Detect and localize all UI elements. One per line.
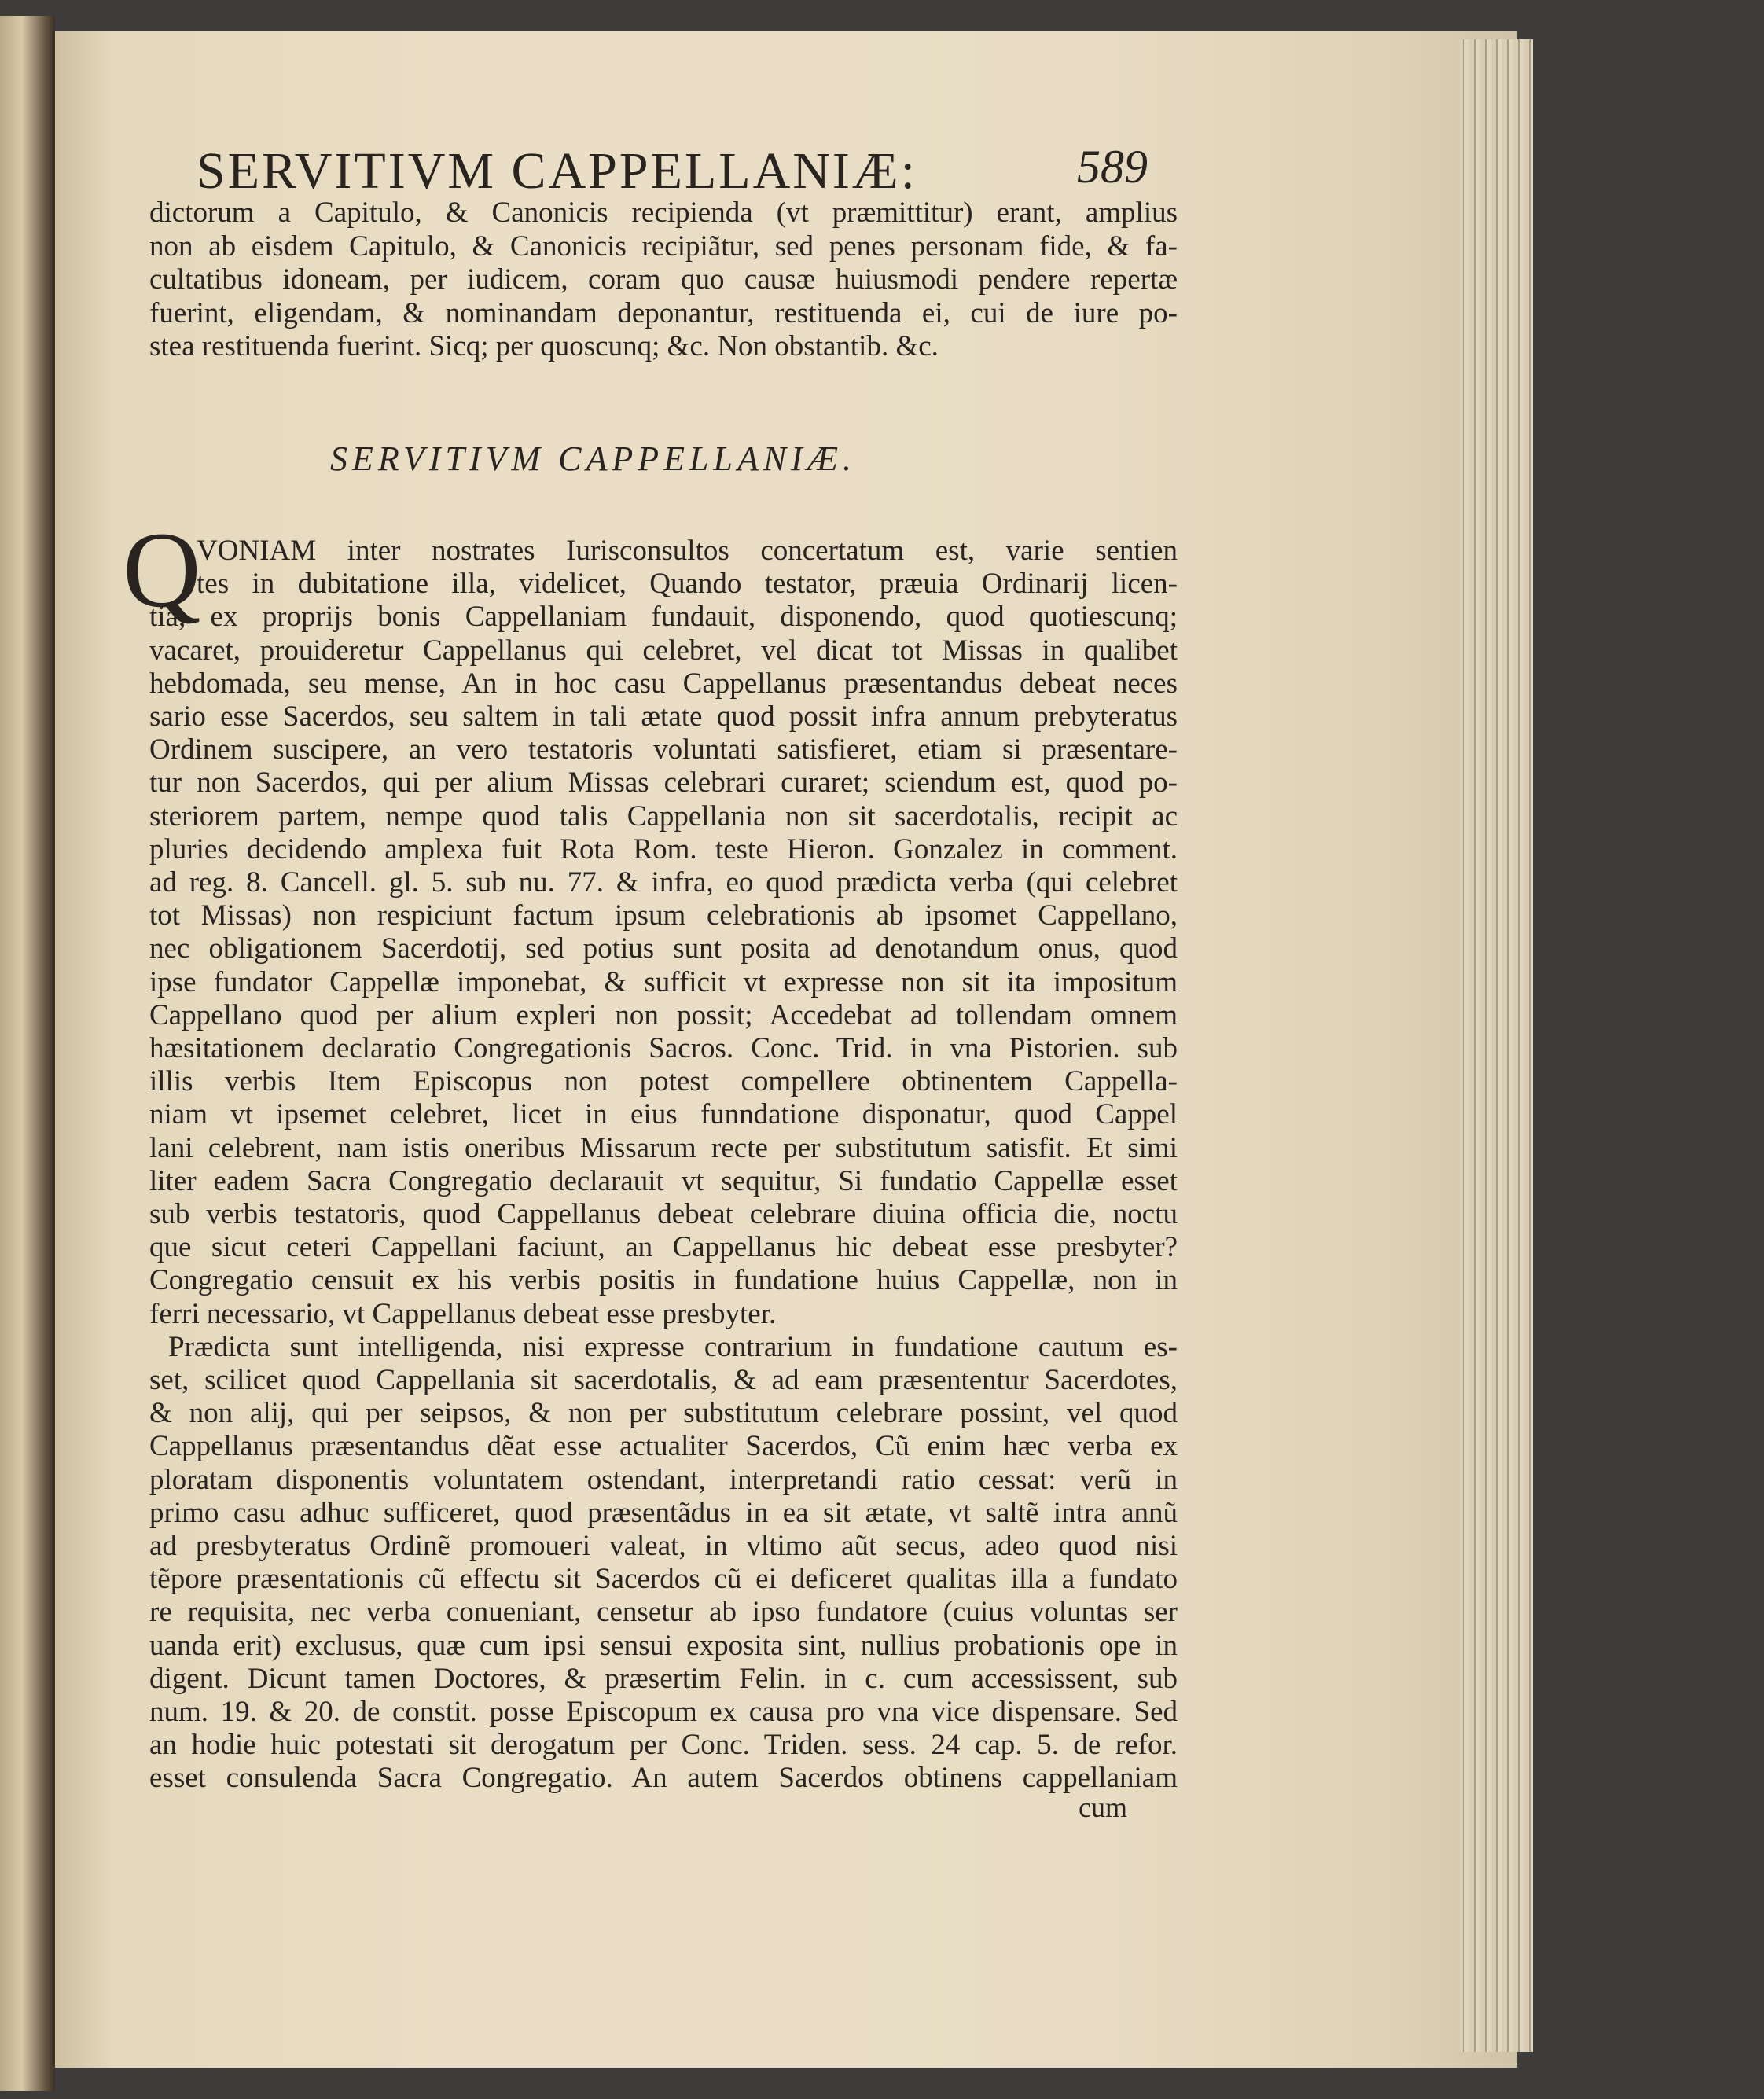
drop-cap: Q — [123, 509, 201, 630]
page-number: 589 — [1077, 141, 1148, 193]
text-line: Prædicta sunt intelligenda, nisi expresse contrarium in fundatione cautum es- — [168, 1330, 1178, 1363]
page-edges — [1458, 39, 1533, 2052]
text-line: Ordinem suscipere, an vero testatoris voluntati satisfieret, etiam si præsentare- — [149, 733, 1178, 766]
text-line: set, scilicet quod Cappellania sit sacerdotalis, & ad eam præsententur Sacerdotes, — [149, 1364, 1178, 1396]
text-line: tur non Sacerdos, qui per alium Missas celebrari curaret; sciendum est, quod po- — [149, 766, 1178, 800]
text-line: stea restituenda fuerint. Sicq; per quoscunq; &c. Non obstantib. &c. — [149, 330, 939, 362]
text-line: ipse fundator Cappellæ imponebat, & sufficit vt expresse non sit ita impositum — [149, 965, 1178, 998]
text-line: Cappellano quod per alium expleri non possit; Accedebat ad tollendam omnem — [149, 998, 1178, 1031]
text-line: an hodie huic potestati sit derogatum per Conc. Triden. sess. 24 cap. 5. de refor. — [149, 1729, 1178, 1762]
text-line: esset consulenda Sacra Congregatio. An autem Sacerdos obtinens cappellaniam — [149, 1762, 1178, 1795]
text-line: ploratam disponentis voluntatem ostendant, interpretandi ratio cessat: verũ in — [149, 1463, 1178, 1496]
text-line: & non alij, qui per seipsos, & non per substitutum celebrare possint, vel quod — [149, 1397, 1178, 1430]
text-line: ad reg. 8. Cancell. gl. 5. sub nu. 77. & infra, eo quod prædicta verba (qui celebret — [149, 866, 1178, 899]
text-line: lani celebrent, nam istis oneribus Missarum recte per substitutum satisfit. Et simi — [149, 1131, 1178, 1164]
text-line: liter eadem Sacra Congregatio declarauit vt sequitur, Si fundatio Cappellæ esset — [149, 1164, 1178, 1197]
text-line: sub verbis testatoris, quod Cappellanus debeat celebrare diuina officia die, noctu — [149, 1198, 1178, 1230]
facing-page-edge — [0, 16, 55, 2091]
catchword: cum — [1079, 1792, 1127, 1823]
text-line: re requisita, nec verba conueniant, censetur ab ipso fundatore (cuius voluntas ser — [149, 1596, 1178, 1629]
text-line: tot Missas) non respiciunt factum ipsum celebrationis ab ipsomet Cappellano, — [149, 899, 1178, 932]
text-line: steriorem partem, nempe quod talis Cappellania non sit sacerdotalis, recipit ac — [149, 800, 1178, 833]
text-line: non ab eisdem Capitulo, & Canonicis recipiãtur, sed penes personam fide, & fa- — [149, 230, 1178, 263]
text-line: dictorum a Capitulo, & Canonicis recipienda (vt præmittitur) erant, amplius — [149, 197, 1178, 229]
text-line: nec obligationem Sacerdotij, sed potius sunt posita ad denotandum onus, quod — [149, 932, 1178, 965]
section-title: SERVITIVM CAPPELLANIÆ. — [330, 439, 856, 478]
text-line: uanda erit) exclusus, quæ cum ipsi sensui exposita sint, nullius probationis ope in — [149, 1629, 1178, 1662]
text-line: num. 19. & 20. de constit. posse Episcopum ex causa pro vna vice dispensare. Sed — [149, 1696, 1178, 1728]
text-line: primo casu adhuc sufficeret, quod præsentãdus in ea sit ætate, vt saltẽ intra annũ — [149, 1496, 1178, 1529]
text-line: hebdomada, seu mense, An in hoc casu Cappellanus præsentandus debeat neces — [149, 667, 1178, 700]
text-line: fuerint, eligendam, & nominandam deponantur, restituenda ei, cui de iure po- — [149, 296, 1178, 329]
text-line: digent. Dicunt tamen Doctores, & præsertim Felin. in c. cum accessissent, sub — [149, 1662, 1178, 1695]
text-line: tẽpore præsentationis cũ effectu sit Sacerdos cũ ei deficeret qualitas illa a fundato — [149, 1563, 1178, 1596]
text-line: pluries decidendo amplexa fuit Rota Rom. teste Hieron. Gonzalez in comment. — [149, 833, 1178, 866]
text-line: ferri necessario, vt Cappellanus debeat esse presbyter. — [149, 1297, 777, 1330]
text-line: VONIAM inter nostrates Iurisconsultos concertatum est, varie sentien — [197, 535, 1178, 567]
text-line: hæsitationem declaratio Congregationis Sacros. Conc. Trid. in vna Pistorien. sub — [149, 1032, 1178, 1064]
text-line: Cappellanus præsentandus dẽat esse actualiter Sacerdos, Cũ enim hæc verba ex — [149, 1430, 1178, 1463]
text-line: cultatibus idoneam, per iudicem, coram quo causæ huiusmodi pendere repertæ — [149, 263, 1178, 296]
text-line: tes in dubitatione illa, videlicet, Quando testator, præuia Ordinarij licen- — [197, 568, 1178, 601]
text-line: Congregatio censuit ex his verbis positis in fundatione huius Cappellæ, non in — [149, 1264, 1178, 1297]
text-line: ad presbyteratus Ordinẽ promoueri valeat, in vltimo aũt secus, adeo quod nisi — [149, 1530, 1178, 1562]
text-line: vacaret, prouideretur Cappellanus qui celebret, vel dicat tot Missas in qualibet — [149, 634, 1178, 667]
text-line: tia, ex proprijs bonis Cappellaniam fundauit, disponendo, quod quotiescunq; — [149, 601, 1178, 634]
running-head: SERVITIVM CAPPELLANIÆ: — [197, 142, 917, 200]
text-line: que sicut ceteri Cappellani faciunt, an Cappellanus hic debeat esse presbyter? — [149, 1231, 1178, 1264]
text-line: illis verbis Item Episcopus non potest compellere obtinentem Cappella- — [149, 1065, 1178, 1098]
text-line: niam vt ipsemet celebret, licet in eius funndatione disponatur, quod Cappel — [149, 1098, 1178, 1131]
text-line: sario esse Sacerdos, seu saltem in tali ætate quod possit infra annum prebyteratus — [149, 700, 1178, 733]
